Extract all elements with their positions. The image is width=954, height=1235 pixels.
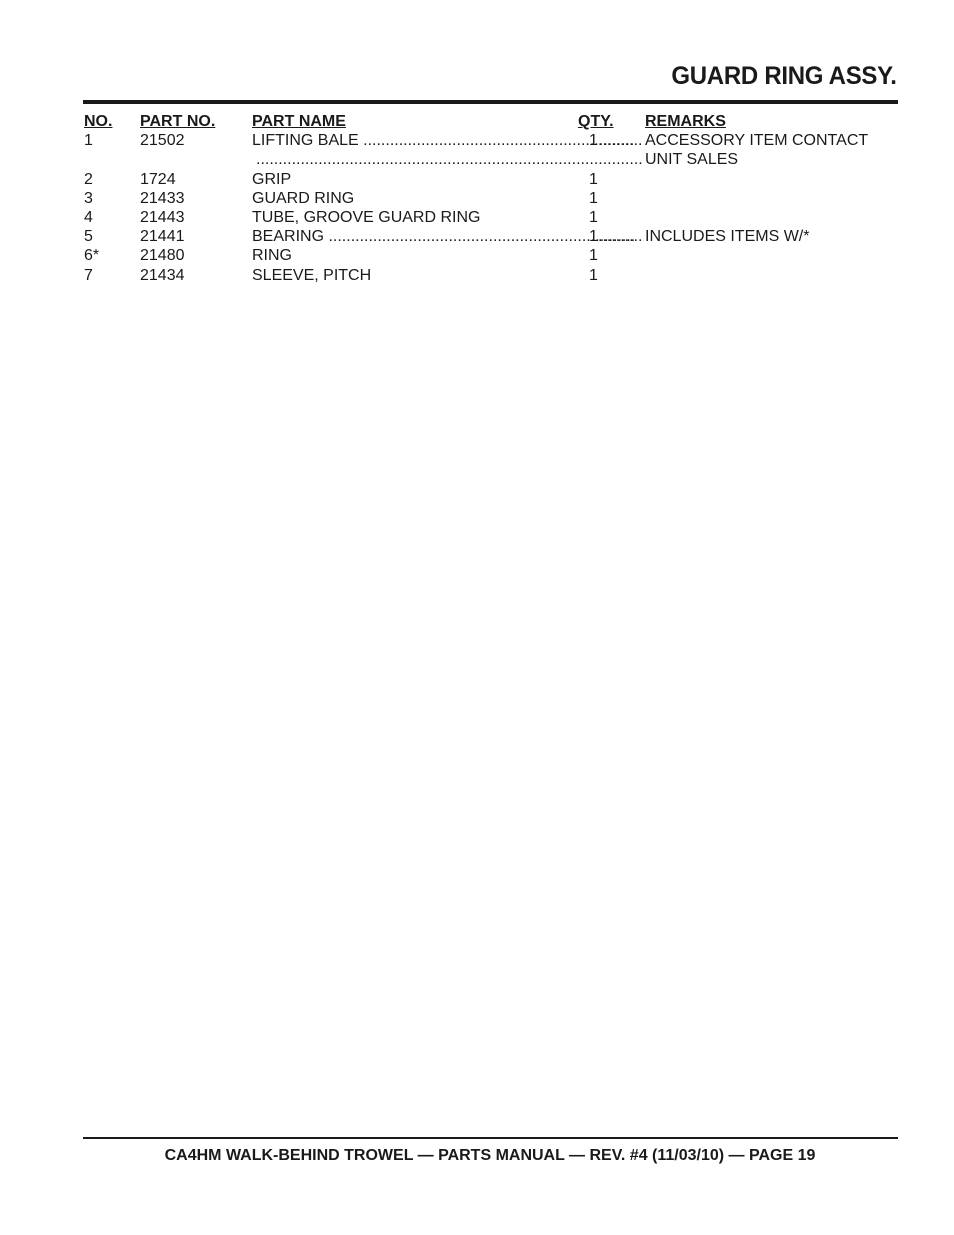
part-number: 21441 [140,228,185,246]
item-number: 5 [84,228,93,246]
leader-dots [598,131,644,150]
part-number: 21443 [140,208,185,226]
part-name: BEARING ..... [252,227,636,246]
quantity: 1 [589,132,598,150]
column-header-remarks: REMARKS [645,113,726,130]
part-number: 21434 [140,266,185,284]
quantity: 1 [589,189,598,207]
quantity: 1 [589,208,598,226]
table-header-row [0,112,954,131]
footer-rule [83,1137,898,1139]
item-number: 1 [84,132,93,150]
header-rule [83,100,898,104]
part-name: LIFTING BALE ..... [252,131,636,150]
table-row [0,208,954,227]
table-row [0,131,954,150]
table-row [0,170,954,189]
quantity: 1 [589,247,598,265]
part-number: 1724 [140,170,176,188]
table-row [0,227,954,246]
remarks-continuation: UNIT SALES [645,151,739,169]
part-name: TUBE, GROOVE GUARD RING [252,208,481,226]
part-name: SLEEVE, PITCH [252,266,372,284]
remarks: INCLUDES ITEMS W/* [645,228,810,246]
page-footer: CA4HM WALK-BEHIND TROWEL — PARTS MANUAL — REV. #4 (11/03/10) — PAGE 19 [164,1147,816,1164]
leader-dots [598,227,644,246]
part-name: RING [252,247,292,265]
table-row [0,189,954,208]
quantity: 1 [589,266,598,284]
item-number: 3 [84,189,93,207]
quantity: 1 [589,170,598,188]
parts-table [0,112,954,285]
column-header-part-name: PART NAME [252,113,346,130]
table-row [0,266,954,285]
leader-dots [256,150,644,169]
part-number: 21433 [140,189,185,207]
item-number: 4 [84,208,93,226]
item-number: 6* [84,247,100,265]
table-row [0,246,954,265]
quantity: 1 [589,228,598,246]
part-number: 21480 [140,247,185,265]
item-number: 2 [84,170,93,188]
column-header-qty: QTY. [578,113,614,130]
table-row-continuation [0,150,954,169]
item-number: 7 [84,266,93,284]
page-title: GUARD RING ASSY. [671,62,897,90]
remarks: ACCESSORY ITEM CONTACT [645,132,869,150]
part-name: GUARD RING [252,189,355,207]
part-name: GRIP [252,170,292,188]
column-header-part-no: PART NO. [140,113,216,130]
column-header-no: NO. [84,113,113,130]
part-number: 21502 [140,132,185,150]
